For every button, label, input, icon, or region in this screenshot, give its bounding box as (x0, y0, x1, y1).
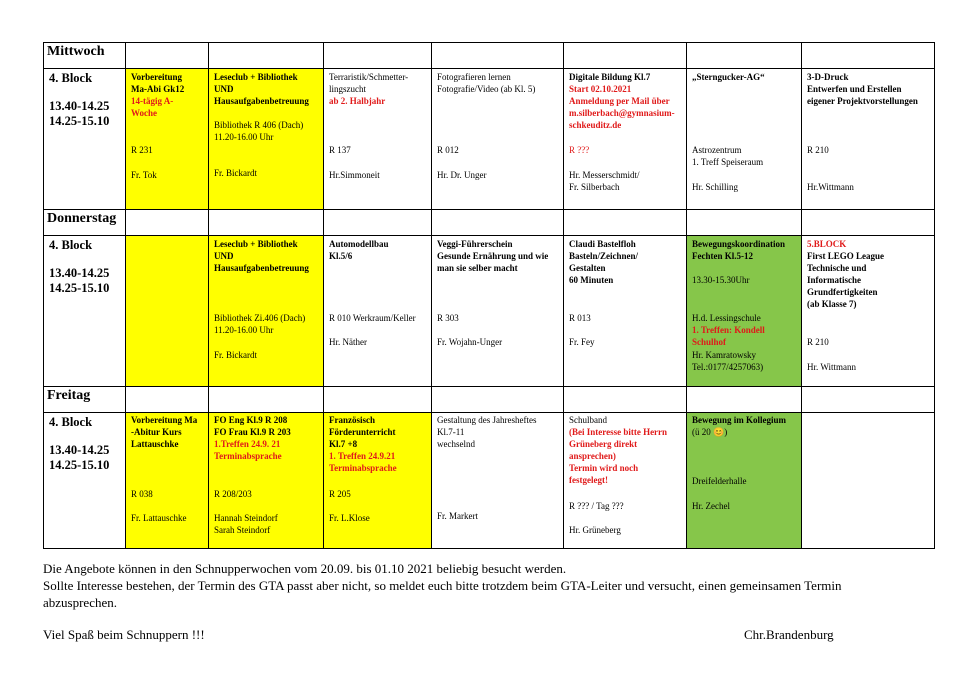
activity-line: schkeuditz.de (569, 120, 622, 130)
activity-line: 3-D-Druck (807, 72, 849, 82)
activity-content (802, 69, 934, 209)
activity-line: Kl.5/6 (329, 251, 353, 261)
activity-cell (126, 69, 209, 210)
activity-line: m.silberbach@gymnasium- (569, 108, 675, 118)
activity-line: (ab Klasse 7) (807, 299, 857, 309)
footer-note-3: abzusprechen. (43, 595, 117, 610)
activity-line: Digitale Bildung Kl.7 (569, 72, 651, 82)
activity-cell (802, 69, 935, 210)
activity-line: Leseclub + Bibliothek (214, 72, 298, 82)
block-row (44, 69, 935, 210)
activity-line: R 010 Werkraum/Keller (329, 313, 416, 323)
activity-line: Grüneberg direkt (569, 439, 638, 449)
empty-header-cell (432, 43, 564, 69)
block-cell (44, 236, 126, 387)
activity-content (802, 236, 934, 386)
activity-line: Hr.Wittmann (807, 182, 854, 192)
empty-header-cell (687, 387, 802, 413)
empty-header-cell (126, 387, 209, 413)
footer-note-1: Die Angebote können in den Schnupperwochen vom 20.09. bis 01.10 2021 beliebig besucht werden. (43, 561, 567, 576)
activity-line: Fr. Silberbach (569, 182, 620, 192)
activity-line: Veggi-Führerschein (437, 239, 513, 249)
activity-cell (687, 236, 802, 387)
activity-line: R 231 (131, 145, 153, 155)
activity-line: Entwerfen und Erstellen (807, 84, 902, 94)
activity-line: Hausaufgabenbetreuung (214, 263, 309, 273)
empty-header-cell (802, 387, 935, 413)
empty-header-cell (324, 43, 432, 69)
activity-line: R 205 (329, 489, 351, 499)
activity-cell (432, 236, 564, 387)
activity-line: Dreifelderhalle (692, 476, 747, 486)
empty-header-cell (687, 210, 802, 236)
empty-header-cell (802, 43, 935, 69)
activity-content (564, 413, 686, 548)
block-row (44, 236, 935, 387)
activity-content (126, 413, 208, 548)
activity-line: Bibliothek R 406 (Dach) (214, 120, 304, 130)
activity-line: „Sterngucker-AG“ (692, 72, 765, 82)
block-info (44, 69, 125, 209)
activity-content (209, 69, 323, 209)
time-slot-2: 14.25-15.10 (49, 281, 110, 295)
activity-content (564, 69, 686, 209)
activity-line: Hannah Steindorf (214, 513, 278, 523)
activity-content (324, 413, 431, 548)
activity-line: -Abitur Kurs (131, 427, 182, 437)
activity-cell (209, 413, 324, 549)
activity-line: Tel.:0177/4257063) (692, 362, 764, 372)
activity-line: R 137 (329, 145, 351, 155)
empty-header-cell (564, 210, 687, 236)
empty-header-cell (209, 387, 324, 413)
activity-line: Hr.Simmoneit (329, 170, 380, 180)
activity-line: Hausaufgabenbetreuung (214, 96, 309, 106)
activity-content (432, 69, 563, 209)
day-name: Donnerstag (44, 210, 126, 236)
block-cell (44, 69, 126, 210)
activity-line: Hr. Näther (329, 337, 367, 347)
activity-line: Gestaltung des Jahresheftes (437, 415, 537, 425)
activity-cell (432, 413, 564, 549)
block-cell (44, 413, 126, 549)
activity-line: Förderunterricht (329, 427, 396, 437)
activity-line: Bibliothek Zi.406 (Dach) (214, 313, 306, 323)
activity-cell (687, 413, 802, 549)
activity-cell (564, 236, 687, 387)
activity-line: Astrozentrum (692, 145, 742, 155)
block-label: 4. Block (49, 71, 93, 85)
empty-header-cell (209, 210, 324, 236)
activity-cell (687, 69, 802, 210)
activity-line: man sie selber macht (437, 263, 518, 273)
activity-line: Automodellbau (329, 239, 389, 249)
activity-line: Technische und (807, 263, 867, 273)
activity-line: Hr. Schilling (692, 182, 739, 192)
empty-header-cell (802, 210, 935, 236)
activity-cell (432, 69, 564, 210)
activity-line: Fr. L.Klose (329, 513, 370, 523)
activity-line: Fr. Wojahn-Unger (437, 337, 503, 347)
time-slot-2: 14.25-15.10 (49, 114, 110, 128)
activity-line: (ü 20 😊) (692, 427, 728, 437)
activity-line: Terminabsprache (214, 451, 282, 461)
activity-line: 5.BLOCK (807, 239, 847, 249)
empty-header-cell (687, 43, 802, 69)
activity-line: Fr. Tok (131, 170, 157, 180)
activity-line: 1. Treffen: Kondell (692, 325, 765, 335)
time-slot-1: 13.40-14.25 (49, 266, 110, 280)
activity-line: Fr. Lattauschke (131, 513, 187, 523)
activity-line: Bewegungskoordination (692, 239, 786, 249)
activity-line: 60 Minuten (569, 275, 614, 285)
activity-line: Fr. Bickardt (214, 350, 257, 360)
activity-line: Lattauschke (131, 439, 179, 449)
block-row (44, 413, 935, 549)
activity-line: First LEGO League (807, 251, 884, 261)
activity-content (687, 69, 801, 209)
time-slot-1: 13.40-14.25 (49, 443, 110, 457)
activity-line: FO Frau Kl.9 R 203 (214, 427, 291, 437)
activity-line: Ma-Abi Gk12 (131, 84, 185, 94)
activity-cell (564, 413, 687, 549)
empty-header-cell (564, 387, 687, 413)
activity-line: UND (214, 84, 234, 94)
activity-line: 1.Treffen 24.9. 21 (214, 439, 281, 449)
empty-header-cell (209, 43, 324, 69)
activity-line: Hr. Grüneberg (569, 525, 621, 535)
activity-line: R 013 (569, 313, 591, 323)
activity-line: Fechten Kl.5-12 (692, 251, 753, 261)
activity-line: Fr. Fey (569, 337, 595, 347)
activity-content (687, 413, 801, 548)
activity-line: Gesunde Ernährung und wie (437, 251, 549, 261)
activity-line: Schulhof (692, 337, 727, 347)
activity-content (432, 413, 563, 548)
activity-line: R 210 (807, 337, 829, 347)
activity-line: Hr. Dr. Unger (437, 170, 487, 180)
day-header-row (44, 210, 935, 236)
activity-line: 1. Treffen 24.9.21 (329, 451, 396, 461)
activity-line: festgelegt! (569, 475, 608, 485)
block-label: 4. Block (49, 238, 93, 252)
activity-line: Schulband (569, 415, 607, 425)
activity-line: ansprechen) (569, 451, 616, 461)
activity-cell (324, 236, 432, 387)
activity-line: Gestalten (569, 263, 606, 273)
block-label: 4. Block (49, 415, 93, 429)
activity-line: Woche (131, 108, 157, 118)
activity-line: Informatische (807, 275, 861, 285)
activity-content (126, 69, 208, 209)
activity-line: Französisch (329, 415, 375, 425)
activity-line: Vorbereitung Ma (131, 415, 198, 425)
activity-line: Anmeldung per Mail über (569, 96, 670, 106)
activity-line: Hr. Messerschmidt/ (569, 170, 640, 180)
activity-line: R ??? / Tag ??? (569, 501, 624, 511)
day-header-row (44, 43, 935, 69)
activity-line: R 210 (807, 145, 829, 155)
activity-content (432, 236, 563, 386)
time-slot-2: 14.25-15.10 (49, 458, 110, 472)
signature: Chr.Brandenburg (744, 627, 834, 642)
activity-line: H.d. Lessingschule (692, 313, 761, 323)
activity-line: Hr. Zechel (692, 501, 730, 511)
activity-line: 11.20-16.00 Uhr (214, 325, 274, 335)
day-header-row (44, 387, 935, 413)
activity-line: 13.30-15.30Uhr (692, 275, 750, 285)
day-name: Mittwoch (44, 43, 126, 69)
schedule-table (43, 42, 935, 549)
activity-line: FO Eng Kl.9 R 208 (214, 415, 288, 425)
activity-cell (564, 69, 687, 210)
activity-cell (802, 413, 935, 549)
activity-line: Fotografie/Video (ab Kl. 5) (437, 84, 536, 94)
activity-line: Fr. Markert (437, 511, 478, 521)
activity-line: 14-tägig A- (131, 96, 174, 106)
activity-content (324, 236, 431, 386)
activity-line: R 303 (437, 313, 459, 323)
activity-line: (Bei Interesse bitte Herrn (569, 427, 668, 437)
activity-line: Fotografieren lernen (437, 72, 511, 82)
activity-cell (209, 69, 324, 210)
activity-line: Fr. Bickardt (214, 168, 257, 178)
activity-line: Terminabsprache (329, 463, 397, 473)
activity-line: Claudi Bastelfloh (569, 239, 636, 249)
empty-header-cell (432, 210, 564, 236)
activity-line: Sarah Steindorf (214, 525, 271, 535)
activity-cell (324, 69, 432, 210)
activity-cell (802, 236, 935, 387)
footer-note-2: Sollte Interesse bestehen, der Termin des GTA passt aber nicht, so meldet euch bitte trotzdem beim GTA-Leiter und versucht, einen gemeinsamen Termin (43, 578, 842, 593)
activity-content (687, 236, 801, 386)
activity-line: wechselnd (437, 439, 475, 449)
activity-cell (126, 413, 209, 549)
activity-line: Start 02.10.2021 (569, 84, 632, 94)
block-info (44, 413, 125, 548)
activity-content (564, 236, 686, 386)
activity-line: 1. Treff Speiseraum (692, 157, 764, 167)
activity-line: R 208/203 (214, 489, 252, 499)
activity-content (802, 413, 934, 548)
activity-line: 11.20-16.00 Uhr (214, 132, 274, 142)
activity-content (324, 69, 431, 209)
activity-line: lingszucht (329, 84, 366, 94)
day-name: Freitag (44, 387, 126, 413)
activity-line: Kl.7 +8 (329, 439, 358, 449)
activity-line: Bewegung im Kollegium (692, 415, 786, 425)
empty-header-cell (324, 387, 432, 413)
empty-header-cell (126, 210, 209, 236)
activity-cell (209, 236, 324, 387)
activity-line: Kl.7-11 (437, 427, 465, 437)
closing-text: Viel Spaß beim Schnuppern !!! (43, 627, 205, 642)
activity-line: ab 2. Halbjahr (329, 96, 386, 106)
activity-line: Vorbereitung (131, 72, 183, 82)
activity-line: Terraristik/Schmetter- (329, 72, 409, 82)
activity-line: Basteln/Zeichnen/ (569, 251, 639, 261)
activity-content (209, 413, 323, 548)
activity-line: Grundfertigkeiten (807, 287, 878, 297)
activity-line: eigener Projektvorstellungen (807, 96, 918, 106)
activity-line: R 012 (437, 145, 459, 155)
activity-line: R 038 (131, 489, 153, 499)
activity-cell (126, 236, 209, 387)
empty-header-cell (432, 387, 564, 413)
activity-line: Leseclub + Bibliothek (214, 239, 298, 249)
empty-header-cell (126, 43, 209, 69)
empty-header-cell (324, 210, 432, 236)
empty-header-cell (564, 43, 687, 69)
block-info (44, 236, 125, 386)
activity-line: R ??? (569, 145, 590, 155)
activity-cell (324, 413, 432, 549)
activity-line: UND (214, 251, 234, 261)
activity-line: Hr. Kamratowsky (692, 350, 756, 360)
time-slot-1: 13.40-14.25 (49, 99, 110, 113)
activity-line: Hr. Wittmann (807, 362, 856, 372)
activity-line: Termin wird noch (569, 463, 639, 473)
activity-content (126, 236, 208, 386)
activity-content (209, 236, 323, 386)
